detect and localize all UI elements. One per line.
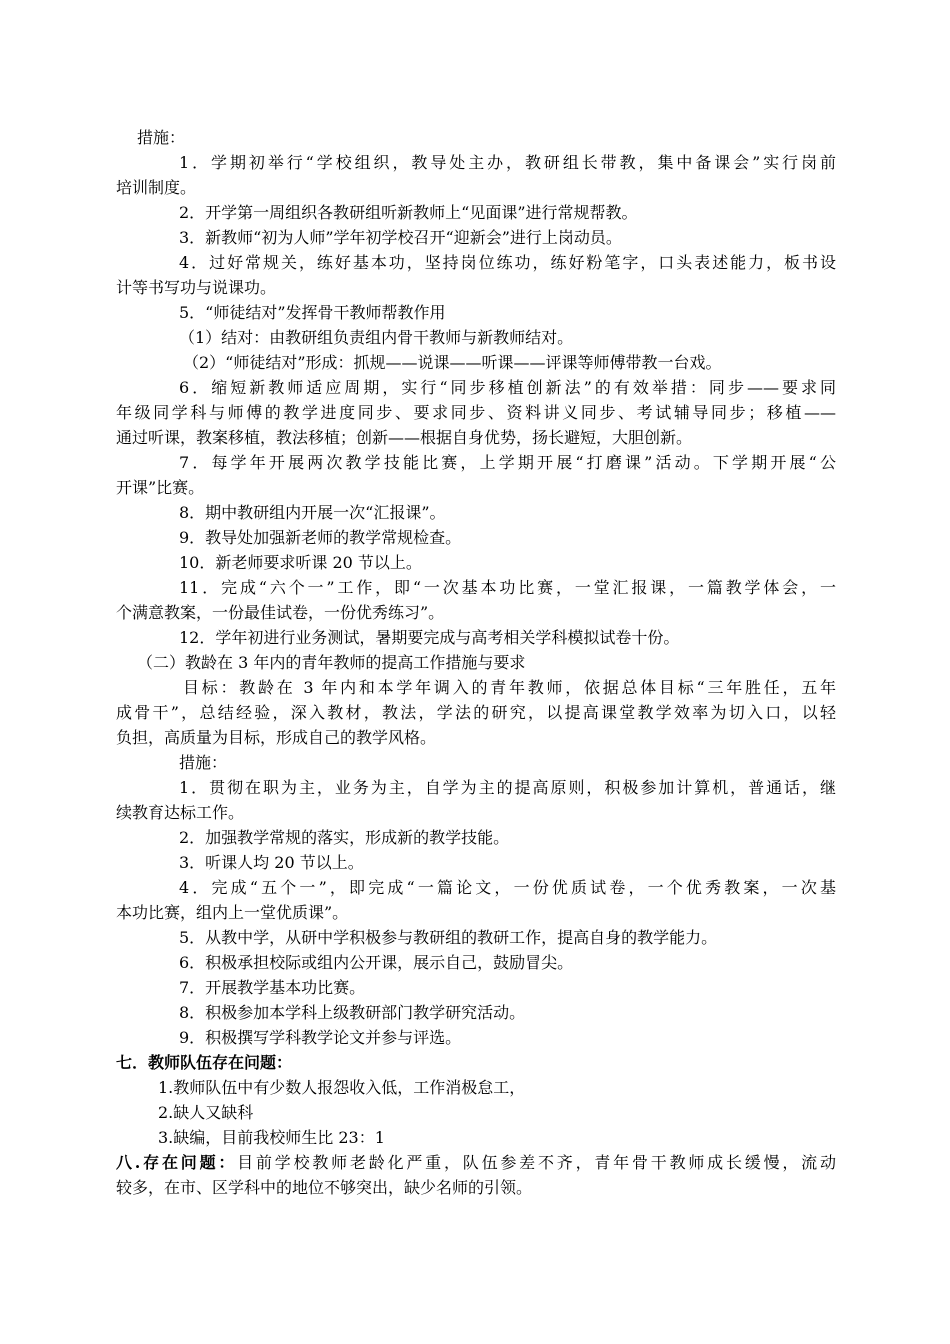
- paragraph: 2．加强教学常规的落实，形成新的教学技能。: [179, 828, 510, 847]
- paragraph: 年级同学科与师傅的教学进度同步、要求同步、资料讲义同步、考试辅导同步；移植——: [116, 403, 836, 422]
- paragraph: 较多，在市、区学科中的地位不够突出，缺少名师的引领。: [116, 1178, 533, 1197]
- paragraph: 1．学期初举行“学校组织，教导处主办，教研组长带教，集中备课会”实行岗前: [179, 153, 836, 172]
- paragraph: 2.缺人又缺科: [158, 1103, 254, 1122]
- section-heading: 七．教师队伍存在问题：: [116, 1053, 293, 1072]
- paragraph: 7．开展教学基本功比赛。: [179, 978, 366, 997]
- paragraph: 1．贯彻在职为主，业务为主，自学为主的提高原则，积极参加计算机，普通话，继: [179, 778, 836, 797]
- paragraph: 9．教导处加强新老师的教学常规检查。: [179, 528, 462, 547]
- paragraph: （1）结对：由教研组负责组内骨干教师与新教师结对。: [179, 328, 574, 347]
- paragraph: 负担，高质量为目标，形成自己的教学风格。: [116, 728, 437, 747]
- paragraph: 8．积极参加本学科上级教研部门教学研究活动。: [179, 1003, 526, 1022]
- paragraph: 计等书写功与说课功。: [116, 278, 277, 297]
- paragraph: 个满意教案，一份最佳试卷，一份优秀练习”。: [116, 603, 445, 622]
- paragraph: 5．从教中学，从研中学积极参与教研组的教研工作，提高自身的教学能力。: [179, 928, 718, 947]
- paragraph: 6．积极承担校际或组内公开课，展示自己，鼓励冒尖。: [179, 953, 574, 972]
- paragraph: 11．完成“六个一”工作，即“一次基本功比赛，一堂汇报课，一篇教学体会，一: [179, 578, 836, 597]
- paragraph: 开课”比赛。: [116, 478, 205, 497]
- paragraph: 7．每学年开展两次教学技能比赛，上学期开展“打磨课”活动。下学期开展“公: [179, 453, 836, 472]
- paragraph: 1.教师队伍中有少数人报怨收入低，工作消极怠工，: [158, 1078, 526, 1097]
- paragraph: 成骨干”，总结经验，深入教材，教法，学法的研究，以提高课堂教学效率为切入口，以轻: [116, 703, 836, 722]
- measures-label: 措施：: [137, 128, 186, 147]
- paragraph: 10．新老师要求听课 20 节以上。: [179, 553, 422, 572]
- paragraph: 3.缺编，目前我校师生比 23：1: [158, 1128, 385, 1147]
- paragraph: 3．听课人均 20 节以上。: [179, 853, 364, 872]
- paragraph: 5．“师徒结对”发挥骨干教师帮教作用: [179, 303, 446, 322]
- paragraph: 通过听课，教案移植，教法移植；创新——根据自身优势，扬长避短，大胆创新。: [116, 428, 693, 447]
- paragraph: 4．完成“五个一”，即完成“一篇论文，一份优质试卷，一个优秀教案，一次基: [179, 878, 836, 897]
- section-paragraph: [116, 1153, 836, 1173]
- paragraph: 续教育达标工作。: [116, 803, 245, 822]
- paragraph: 12．学年初进行业务测试，暑期要完成与高考相关学科模拟试卷十份。: [179, 628, 680, 647]
- paragraph: 本功比赛，组内上一堂优质课”。: [116, 903, 349, 922]
- paragraph: 3．新教师“初为人师”学年初学校召开“迎新会”进行上岗动员。: [179, 228, 622, 247]
- paragraph: （2）“师徒结对”形成：抓规——说课——听课——评课等师傅带教一台戏。: [183, 353, 722, 372]
- paragraph: 8．期中教研组内开展一次“汇报课”。: [179, 503, 446, 522]
- section-heading: 八.存在问题：: [116, 1153, 238, 1172]
- section-heading: （二）教龄在 3 年内的青年教师的提高工作措施与要求: [137, 653, 526, 672]
- paragraph: 6．缩短新教师适应周期，实行“同步移植创新法”的有效举措：同步——要求同: [179, 378, 836, 397]
- paragraph-text: 目前学校教师老龄化严重，队伍参差不齐，青年骨干教师成长缓慢，流动: [237, 1153, 836, 1172]
- paragraph: 9．积极撰写学科教学论文并参与评选。: [179, 1028, 462, 1047]
- paragraph: 4．过好常规关，练好基本功，坚持岗位练功，练好粉笔字，口头表述能力，板书设: [179, 253, 836, 272]
- paragraph: 2．开学第一周组织各教研组听新教师上“见面课”进行常规帮教。: [179, 203, 638, 222]
- measures-label: 措施：: [179, 753, 228, 772]
- paragraph: 目标：教龄在 3 年内和本学年调入的青年教师，依据总体目标“三年胜任，五年: [183, 678, 836, 697]
- paragraph: 培训制度。: [116, 178, 197, 197]
